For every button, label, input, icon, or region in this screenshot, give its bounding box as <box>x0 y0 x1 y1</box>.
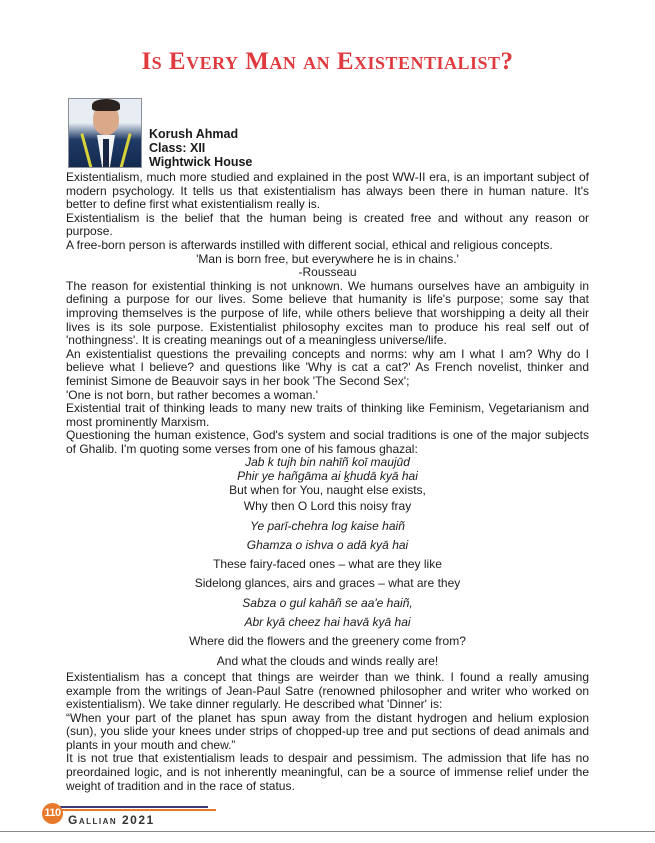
paragraph: The reason for existential thinking is not unknown. We humans ourselves have an ambiguity in defining a purpose for our lives. Some believe that humanity is life's purpose; some say that improving themselves is the purpose of life, while others believe that worshipping a deity all their lives is its sole purpose. Existentialist philosophy excites man to produce his real self out of 'nothingness'. It is creating meanings out of a meaningless universe/life. <box>66 278 589 348</box>
publication-name: Gallian 2021 <box>68 813 155 827</box>
paragraph: A free-born person is afterwards instilled with different social, ethical and religious concepts. <box>66 237 553 252</box>
poem-line: Phir ye hañgāma ai ḵhudā kyā hai <box>237 469 418 484</box>
paragraph: Questioning the human existence, God's system and social traditions is one of the major subjects of Ghalib. I'm quoting some verses from one of his famous ghazal: <box>66 428 589 456</box>
paragraph: “When your part of the planet has spun away from the distant hydrogen and helium explosion (sun), you slide your knees under strips of chopped-up tree and put sections of dead animals and plants in your mouth and chew.” <box>66 710 589 752</box>
poem-line: Why then O Lord this noisy fray <box>243 499 412 514</box>
poem-line: Where did the flowers and the greenery come from? <box>189 634 466 649</box>
author-class: Class: XII <box>149 141 206 155</box>
quote-attribution: -Rousseau <box>298 265 357 280</box>
quote-rousseau: 'Man is born free, but everywhere he is in chains.' <box>196 251 459 266</box>
ghalib-ghazal <box>66 456 589 670</box>
poem-line: Sabza o gul kahāñ se aa'e haiñ, <box>242 595 413 610</box>
author-house: Wightwick House <box>149 155 253 169</box>
paragraph: Existentialism, much more studied and explained in the post WW-II era, is an important subject of modern psychology. It tells us that existentialism has always been there in human nature. It's better to define first what existentialism really is. <box>66 170 589 212</box>
paragraph: It is not true that existentialism leads to despair and pessimism. The admission that life has no preordained logic, and is not inherently meaningful, can be a source of immense relief under the weight of tradition and in the race of status. <box>66 751 589 793</box>
poem-line: Ye parī-chehra log kaise haiñ <box>250 518 405 533</box>
photo-hair <box>92 99 120 111</box>
page-footer <box>42 803 212 827</box>
photo-lapel-left <box>80 133 92 168</box>
author-name: Korush Ahmad <box>149 127 239 141</box>
author-photo <box>68 98 142 168</box>
paragraph: Existential trait of thinking leads to many new traits of thinking like Feminism, Vegetarianism and most prominently Marxism. <box>66 401 589 429</box>
paragraph: Existentialism is the belief that the human being is created free and without any reason or purpose. <box>66 210 589 239</box>
poem-line: Abr kyā cheez hai havā kyā hai <box>244 615 411 630</box>
footer-navy-rule <box>60 806 208 808</box>
photo-tie <box>103 139 109 168</box>
poem-line: And what the clouds and winds really are! <box>216 653 439 668</box>
page-bottom-divider <box>0 831 655 832</box>
page-number-badge: 110 <box>42 803 63 824</box>
article-body <box>66 171 589 793</box>
article-title: Is Every Man an Existentialist? <box>141 48 514 75</box>
poem-line: Sidelong glances, airs and graces – what are they <box>194 576 461 591</box>
photo-lapel-right <box>119 133 131 168</box>
poem-line: Ghamza o ishva o adā kyā hai <box>246 537 409 552</box>
poem-line: But when for You, naught else exists, <box>229 482 426 497</box>
poem-line: These fairy-faced ones – what are they like <box>213 557 442 572</box>
footer-orange-rule <box>60 809 216 811</box>
poem-line: Jab k tujh bin nahīñ koī maujūd <box>245 455 410 470</box>
paragraph: An existentialist questions the prevailing concepts and norms: why am I what I am? Why do I believe what I believe? and questions like 'Why is cat a cat?' As French novelist, thinker and feminist Simone de Beauvoir says in her book 'The Second Sex'; <box>66 346 589 388</box>
quote-beauvoir: 'One is not born, but rather becomes a woman.' <box>66 387 319 402</box>
paragraph: Existentialism has a concept that things are weirder than we think. I found a really amusing example from the writings of Jean-Paul Satre (renowned philosopher and writer who worked on existentialism). We take dinner regularly. He described what 'Dinner' is: <box>66 669 589 712</box>
author-block <box>149 127 252 169</box>
